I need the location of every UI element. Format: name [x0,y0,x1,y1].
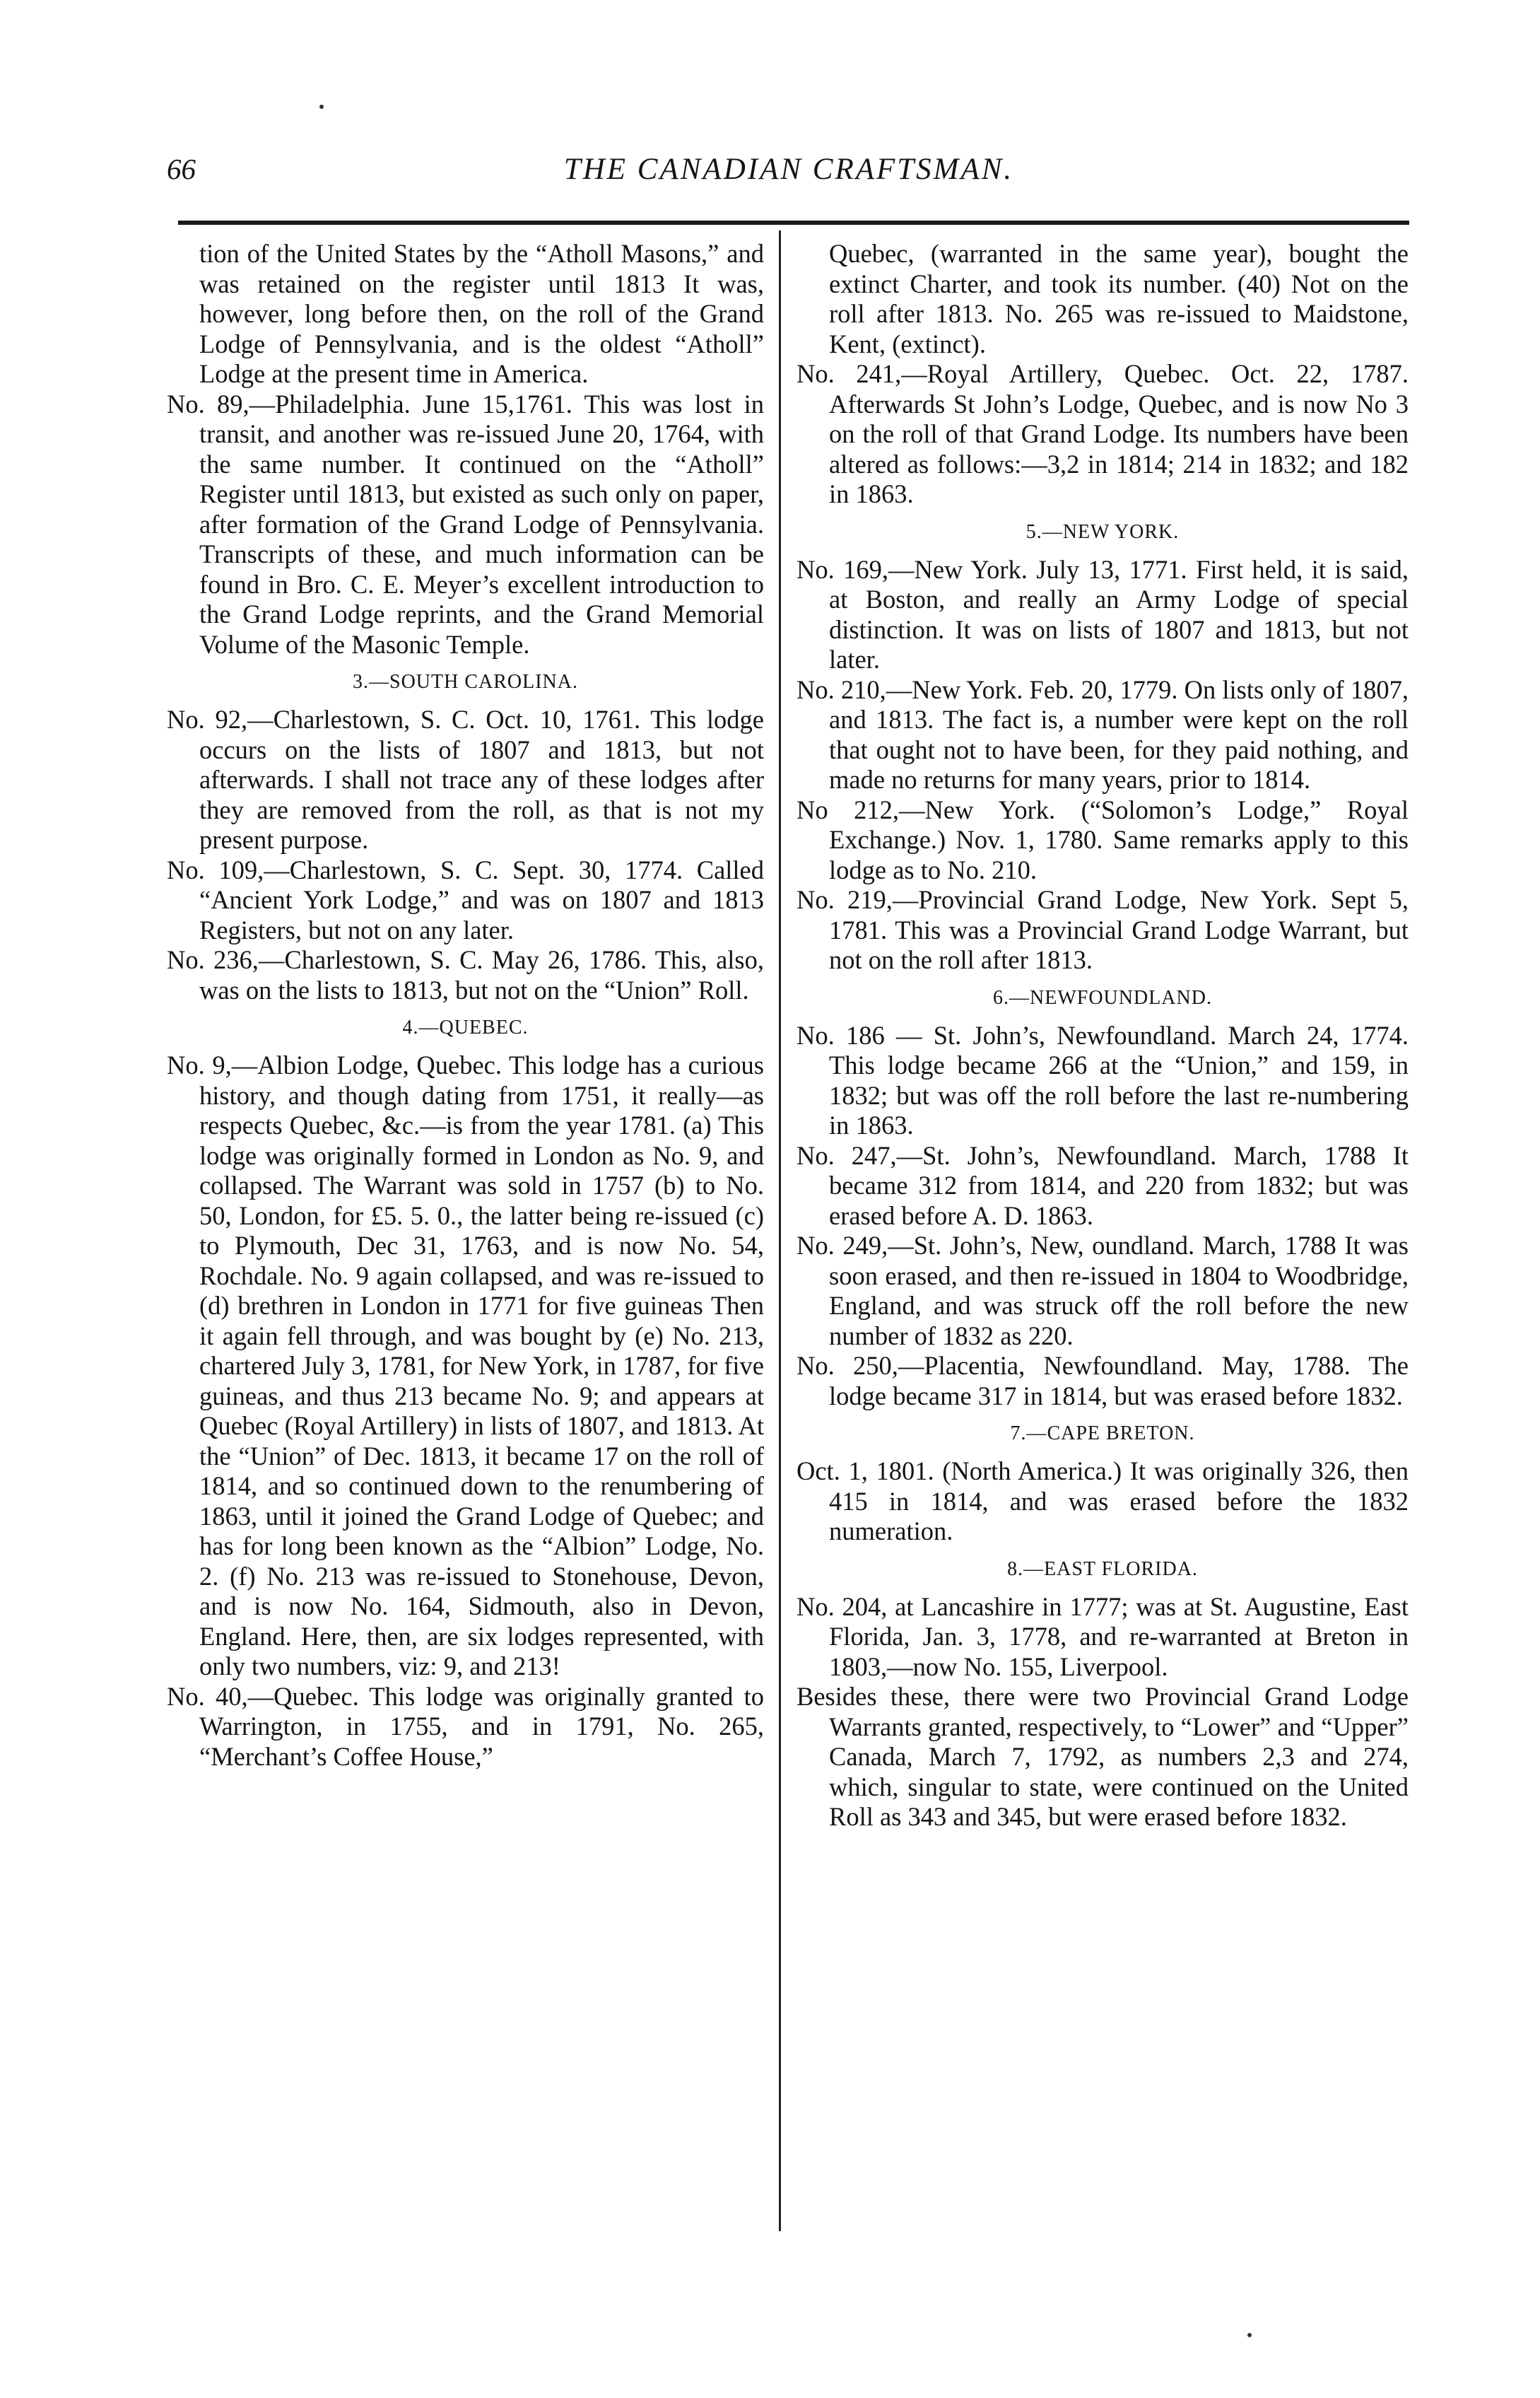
lodge-entry: No. 92,—Charlestown, S. C. Oct. 10, 1761. This lodge occurs on the lists of 1807 and 1813, but not afterwards. I shall not trace any of these lodges after they are removed from the roll, as that is not my present purpose. [167,705,764,854]
lodge-entry: No. 249,—St. John’s, New, oundland. March, 1788 It was soon erased, and then re-issued in 1804 to Woodbridge, England, and was struck off the roll before the new number of 1832 as 220. [797,1231,1409,1350]
lodge-entry: No. 219,—Provincial Grand Lodge, New York. Sept 5, 1781. This was a Provincial Grand Lodge Warrant, but not on the roll after 1813. [797,885,1409,974]
lodge-entry: No. 247,—St. John’s, Newfoundland. March, 1788 It became 312 from 1814, and 220 from 1832; but was erased before A. D. 1863. [797,1140,1409,1230]
speck-top [319,105,324,109]
continued-paragraph: Quebec, (warranted in the same year), bought the extinct Charter, and took its number. (40) Not on the roll after 1813. No. 265 was re-issued to Maidstone, Kent, (extinct). [829,239,1409,358]
section-heading: 4.—QUEBEC. [402,1017,529,1039]
lodge-entry: No. 241,—Royal Artillery, Quebec. Oct. 22, 1787. Afterwards St John’s Lodge, Quebec, and is now No 3 on the roll of that Grand Lodge. Its numbers have been altered as follows:—3,2 in 1814; 214 in 1832; and 182 in 1863. [797,359,1409,508]
running-title: THE CANADIAN CRAFTSMAN. [563,153,1014,186]
page-number: 66 [167,153,196,185]
lodge-entry: No. 204, at Lancashire in 1777; was at St. Augustine, East Florida, Jan. 3, 1778, and re-warranted at Breton in 1803,—now No. 155, Liverpool. [797,1591,1409,1681]
section-heading: 8.—EAST FLORIDA. [1007,1557,1198,1580]
continued-paragraph: tion of the United States by the “Atholl Masons,” and was retained on the register until 1813 It was, however, long before then, on the roll of the Grand Lodge of Pennsylvania, and is the oldest “Atholl” Lodge at the present time in America. [199,239,764,388]
section-heading: 6.—NEWFOUNDLAND. [993,986,1212,1009]
lodge-entry: No. 9,—Albion Lodge, Quebec. This lodge has a curious history, and though dating from 1751, it really—as respects Quebec, &c.—is from the year 1781. (a) This lodge was originally formed in London as No. 9, and collapsed. The Warrant was sold in 1757 (b) to No. 50, London, for £5. 5. 0., the latter being re-issued (c) to Plymouth, Dec 31, 1763, and is now No. 54, Rochdale. No. 9 again collapsed, and was re-issued to (d) brethren in London in 1771 for five guineas Then it again fell through, and was bought by (e) No. 213, chartered July 3, 1781, for New York, in 1787, for five guineas, and thus 213 became No. 9; and appears at Quebec (Royal Artillery) in lists of 1807, and 1813. At the “Union” of Dec. 1813, it became 17 on the roll of 1814, and so continued down to the renumbering of 1863, until it joined the Grand Lodge of Quebec; and has for long been known as the “Albion” Lodge, No. 2. (f) No. 213 was re-issued to Stonehouse, Devon, and is now No. 164, Sidmouth, also in Devon, England. Here, then, are six lodges represented, with only two numbers, viz: 9, and 213! [167,1051,764,1680]
lodge-entry: Oct. 1, 1801. (North America.) It was originally 326, then 415 in 1814, and was erased before the 1832 numeration. [797,1456,1409,1545]
left-column [167,239,764,1772]
speck-bottom [1247,2333,1252,2337]
page-header [167,152,1411,201]
lodge-entry: No. 109,—Charlestown, S. C. Sept. 30, 1774. Called “Ancient York Lodge,” and was on 1807 and 1813 Registers, but not on any later. [167,855,764,944]
lodge-entry: No. 169,—New York. July 13, 1771. First held, it is said, at Boston, and really an Army Lodge of special distinction. It was on lists of 1807 and 1813, but not later. [797,554,1409,674]
lodge-entry: No. 210,—New York. Feb. 20, 1779. On lists only of 1807, and 1813. The fact is, a number were kept on the roll that ought not to have been, for they paid nothing, and made no returns for many years, prior to 1814. [797,674,1409,794]
lodge-entry: No. 236,—Charlestown, S. C. May 26, 1786. This, also, was on the lists to 1813, but not on the “Union” Roll. [167,945,764,1005]
lodge-entry: No 212,—New York. (“Solomon’s Lodge,” Royal Exchange.) Nov. 1, 1780. Same remarks apply to this lodge as to No. 210. [797,795,1409,884]
right-column [797,239,1409,1832]
lodge-entry: No. 89,—Philadelphia. June 15,1761. This was lost in transit, and another was re-issued June 20, 1764, with the same number. It continued on the “Atholl” Register until 1813, but existed as such only on paper, after formation of the Grand Lodge of Pennsylvania. Transcripts of these, and much information can be found in Bro. C. E. Meyer’s excellent introduction to the Grand Lodge reprints, and the Grand Memorial Volume of the Masonic Temple. [167,389,764,659]
lodge-entry: No. 250,—Placentia, Newfoundland. May, 1788. The lodge became 317 in 1814, but was erased before 1832. [797,1351,1409,1410]
header-rule [178,221,1409,225]
section-heading: 7.—CAPE BRETON. [1010,1422,1195,1444]
section-heading: 5.—NEW YORK. [1025,520,1180,543]
lodge-entry: No. 186 — St. John’s, Newfoundland. March 24, 1774. This lodge became 266 at the “Union,” and 159, in 1832; but was off the roll before the last re-numbering in 1863. [797,1020,1409,1140]
section-heading: 3.—SOUTH CAROLINA. [353,671,578,693]
column-divider [779,230,781,2231]
lodge-entry: Besides these, there were two Provincial Grand Lodge Warrants granted, respectively, to “Lower” and “Upper” Canada, March 7, 1792, as numbers 2,3 and 274, which, singular to state, were continued on the United Roll as 343 and 345, but were erased before 1832. [797,1682,1409,1831]
lodge-entry: No. 40,—Quebec. This lodge was originally granted to Warrington, in 1755, and in 1791, No. 265, “Merchant’s Coffee House,” [167,1681,764,1771]
